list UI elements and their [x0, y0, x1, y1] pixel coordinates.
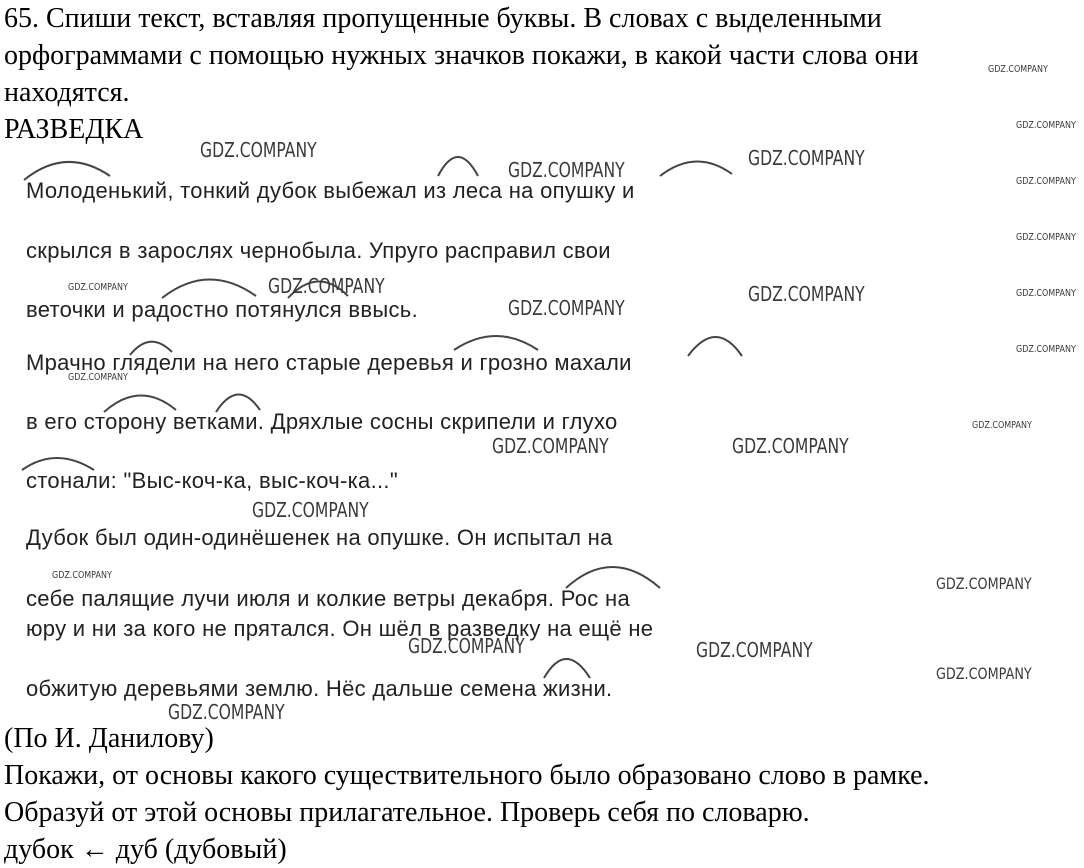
task2-line-1: Покажи, от основы какого существительного было образовано слово в рамке. — [4, 760, 930, 791]
watermark: GDZ.COMPANY — [748, 282, 865, 306]
watermark: GDZ.COMPANY — [68, 282, 128, 293]
root-arc — [438, 157, 478, 176]
root-arc — [162, 279, 256, 298]
watermark: GDZ.COMPANY — [1016, 176, 1076, 187]
watermark: GDZ.COMPANY — [1016, 344, 1076, 355]
root-arc — [216, 394, 260, 412]
task2-line-2: Образуй от этой основы прилагательное. Проверь себя по словарю. — [4, 797, 810, 828]
task-line-2: орфограммами с помощью нужных значков покажи, в какой части слова они — [4, 40, 919, 71]
author-line: (По И. Данилову) — [4, 723, 214, 754]
text-line-7: Дубок был один-одинёшенек на опушке. Он испытал на — [26, 525, 613, 550]
watermark: GDZ.COMPANY — [1016, 288, 1076, 299]
root-arc — [544, 659, 590, 678]
text-line-6: стонали: "Выс-коч-ка, выс-коч-ка..." — [26, 468, 398, 493]
watermark: GDZ.COMPANY — [52, 570, 112, 581]
watermark: GDZ.COMPANY — [268, 274, 385, 298]
task-line-3: находятся. — [4, 77, 130, 108]
text-line-10: обжитую деревьями землю. Нёс дальше семена жизни. — [26, 676, 613, 701]
root-arc — [566, 567, 660, 588]
task-line-1: 65. Спиши текст, вставляя пропущенные буквы. В словах с выделенными — [4, 3, 882, 34]
root-arc — [454, 336, 538, 350]
watermark: GDZ.COMPANY — [972, 420, 1032, 431]
watermark: GDZ.COMPANY — [696, 638, 813, 662]
watermark: GDZ.COMPANY — [508, 296, 625, 320]
root-arc — [104, 395, 176, 412]
text-line-3: веточки и радостно потянулся ввысь. — [26, 297, 418, 322]
watermark: GDZ.COMPANY — [748, 146, 865, 170]
root-arc — [22, 458, 94, 470]
watermark: GDZ.COMPANY — [1016, 232, 1076, 243]
root-arc — [660, 161, 732, 176]
watermark: GDZ.COMPANY — [988, 64, 1048, 75]
watermark: GDZ.COMPANY — [936, 574, 1032, 593]
root-arc — [24, 162, 110, 180]
watermark: GDZ.COMPANY — [408, 634, 525, 658]
watermark: GDZ.COMPANY — [1016, 120, 1076, 131]
watermark: GDZ.COMPANY — [936, 664, 1032, 683]
text-title: РАЗВЕДКА — [4, 114, 144, 145]
text-line-9: юру и ни за кого не прятался. Он шёл в разведку на ещё не — [26, 616, 654, 641]
watermark: GDZ.COMPANY — [508, 158, 625, 182]
text-line-2: скрылся в зарослях чернобыла. Упруго расправил свои — [26, 238, 611, 263]
watermark: GDZ.COMPANY — [168, 700, 285, 724]
text-line-5: в его сторону ветками. Дряхлые сосны скрипели и глухо — [26, 409, 618, 434]
text-line-1: Молоденький, тонкий дубок выбежал из леса на опушку и — [26, 178, 635, 203]
watermark: GDZ.COMPANY — [492, 434, 609, 458]
root-arc — [130, 342, 172, 355]
watermark: GDZ.COMPANY — [252, 498, 369, 522]
text-line-4: Мрачно глядели на него старые деревья и грозно махали — [26, 350, 632, 375]
root-arc — [688, 337, 742, 356]
watermark: GDZ.COMPANY — [732, 434, 849, 458]
watermark: GDZ.COMPANY — [200, 138, 317, 162]
watermark: GDZ.COMPANY — [68, 372, 128, 383]
answer-line: дубок ← дуб (дубовый) — [4, 834, 287, 865]
text-line-8: себе палящие лучи июля и колкие ветры декабря. Рос на — [26, 586, 630, 611]
